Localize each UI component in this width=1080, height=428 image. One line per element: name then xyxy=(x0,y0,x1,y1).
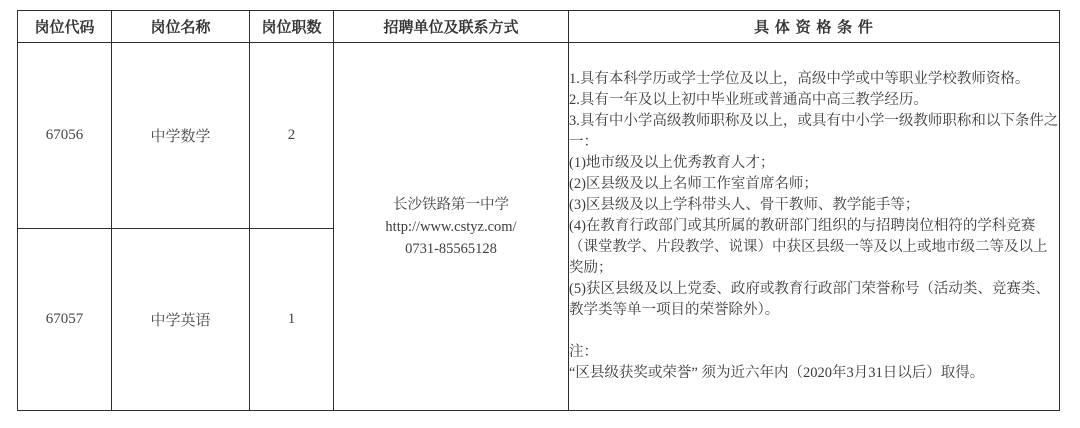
position-name-cell: 中学数学 xyxy=(112,43,250,229)
job-posting-table xyxy=(17,10,1060,411)
note-text: “区县级获奖或荣誉” 须为近六年内（2020年3月31日以后）取得。 xyxy=(569,365,985,381)
position-code-cell: 67056 xyxy=(18,43,112,229)
qualification-item: (2)区县级及以上名师工作室首席名师； xyxy=(569,176,818,192)
qualification-item: (3)区县级及以上学科带头人、骨干教师、教学能手等； xyxy=(569,197,920,213)
document-page xyxy=(17,10,1060,411)
column-header-position-code: 岗位代码 xyxy=(18,11,112,43)
position-count-cell: 2 xyxy=(250,43,334,229)
recruiter-name: 长沙铁路第一中学 xyxy=(393,196,509,213)
note-label: 注： xyxy=(569,344,598,360)
column-header-qualifications: 具 体 资 格 条 件 xyxy=(569,11,1060,43)
position-name-cell: 中学英语 xyxy=(112,229,250,411)
recruiter-url: http://www.cstyz.com/ xyxy=(385,218,517,235)
qualification-item: (5)获区县级及以上党委、政府或教育行政部门荣誉称号（活动类、竞赛类、教学类等单一项目的荣誉除外）。 xyxy=(569,281,1050,318)
table-header-row xyxy=(18,11,1060,43)
qualification-item: 1.具有本科学历或学士学位及以上，高级中学或中等职业学校教师资格。 xyxy=(569,71,1030,87)
table-row xyxy=(18,43,1060,229)
qualification-item: (1)地市级及以上优秀教育人才； xyxy=(569,155,775,171)
qualifications-cell xyxy=(569,43,1060,411)
blank-line xyxy=(569,321,1059,342)
column-header-position-name: 岗位名称 xyxy=(112,11,250,43)
column-header-position-count: 岗位职数 xyxy=(250,11,334,43)
column-header-recruiter-contact: 招聘单位及联系方式 xyxy=(334,11,569,43)
qualification-item: (4)在教育行政部门或其所属的教研部门组织的与招聘岗位相符的学科竞赛（课堂教学、片段教学、说课）中获区县级一等及以上或地市级二等及以上奖励； xyxy=(569,218,1048,276)
recruiter-contact-cell xyxy=(334,43,569,411)
position-count-cell: 1 xyxy=(250,229,334,411)
recruiter-phone: 0731-85565128 xyxy=(405,240,497,257)
position-code-cell: 67057 xyxy=(18,229,112,411)
qualification-item: 3.具有中小学高级教师职称及以上，或具有中小学一级教师职称和以下条件之一： xyxy=(569,113,1059,150)
qualification-item: 2.具有一年及以上初中毕业班或普通高中高三教学经历。 xyxy=(569,92,928,108)
